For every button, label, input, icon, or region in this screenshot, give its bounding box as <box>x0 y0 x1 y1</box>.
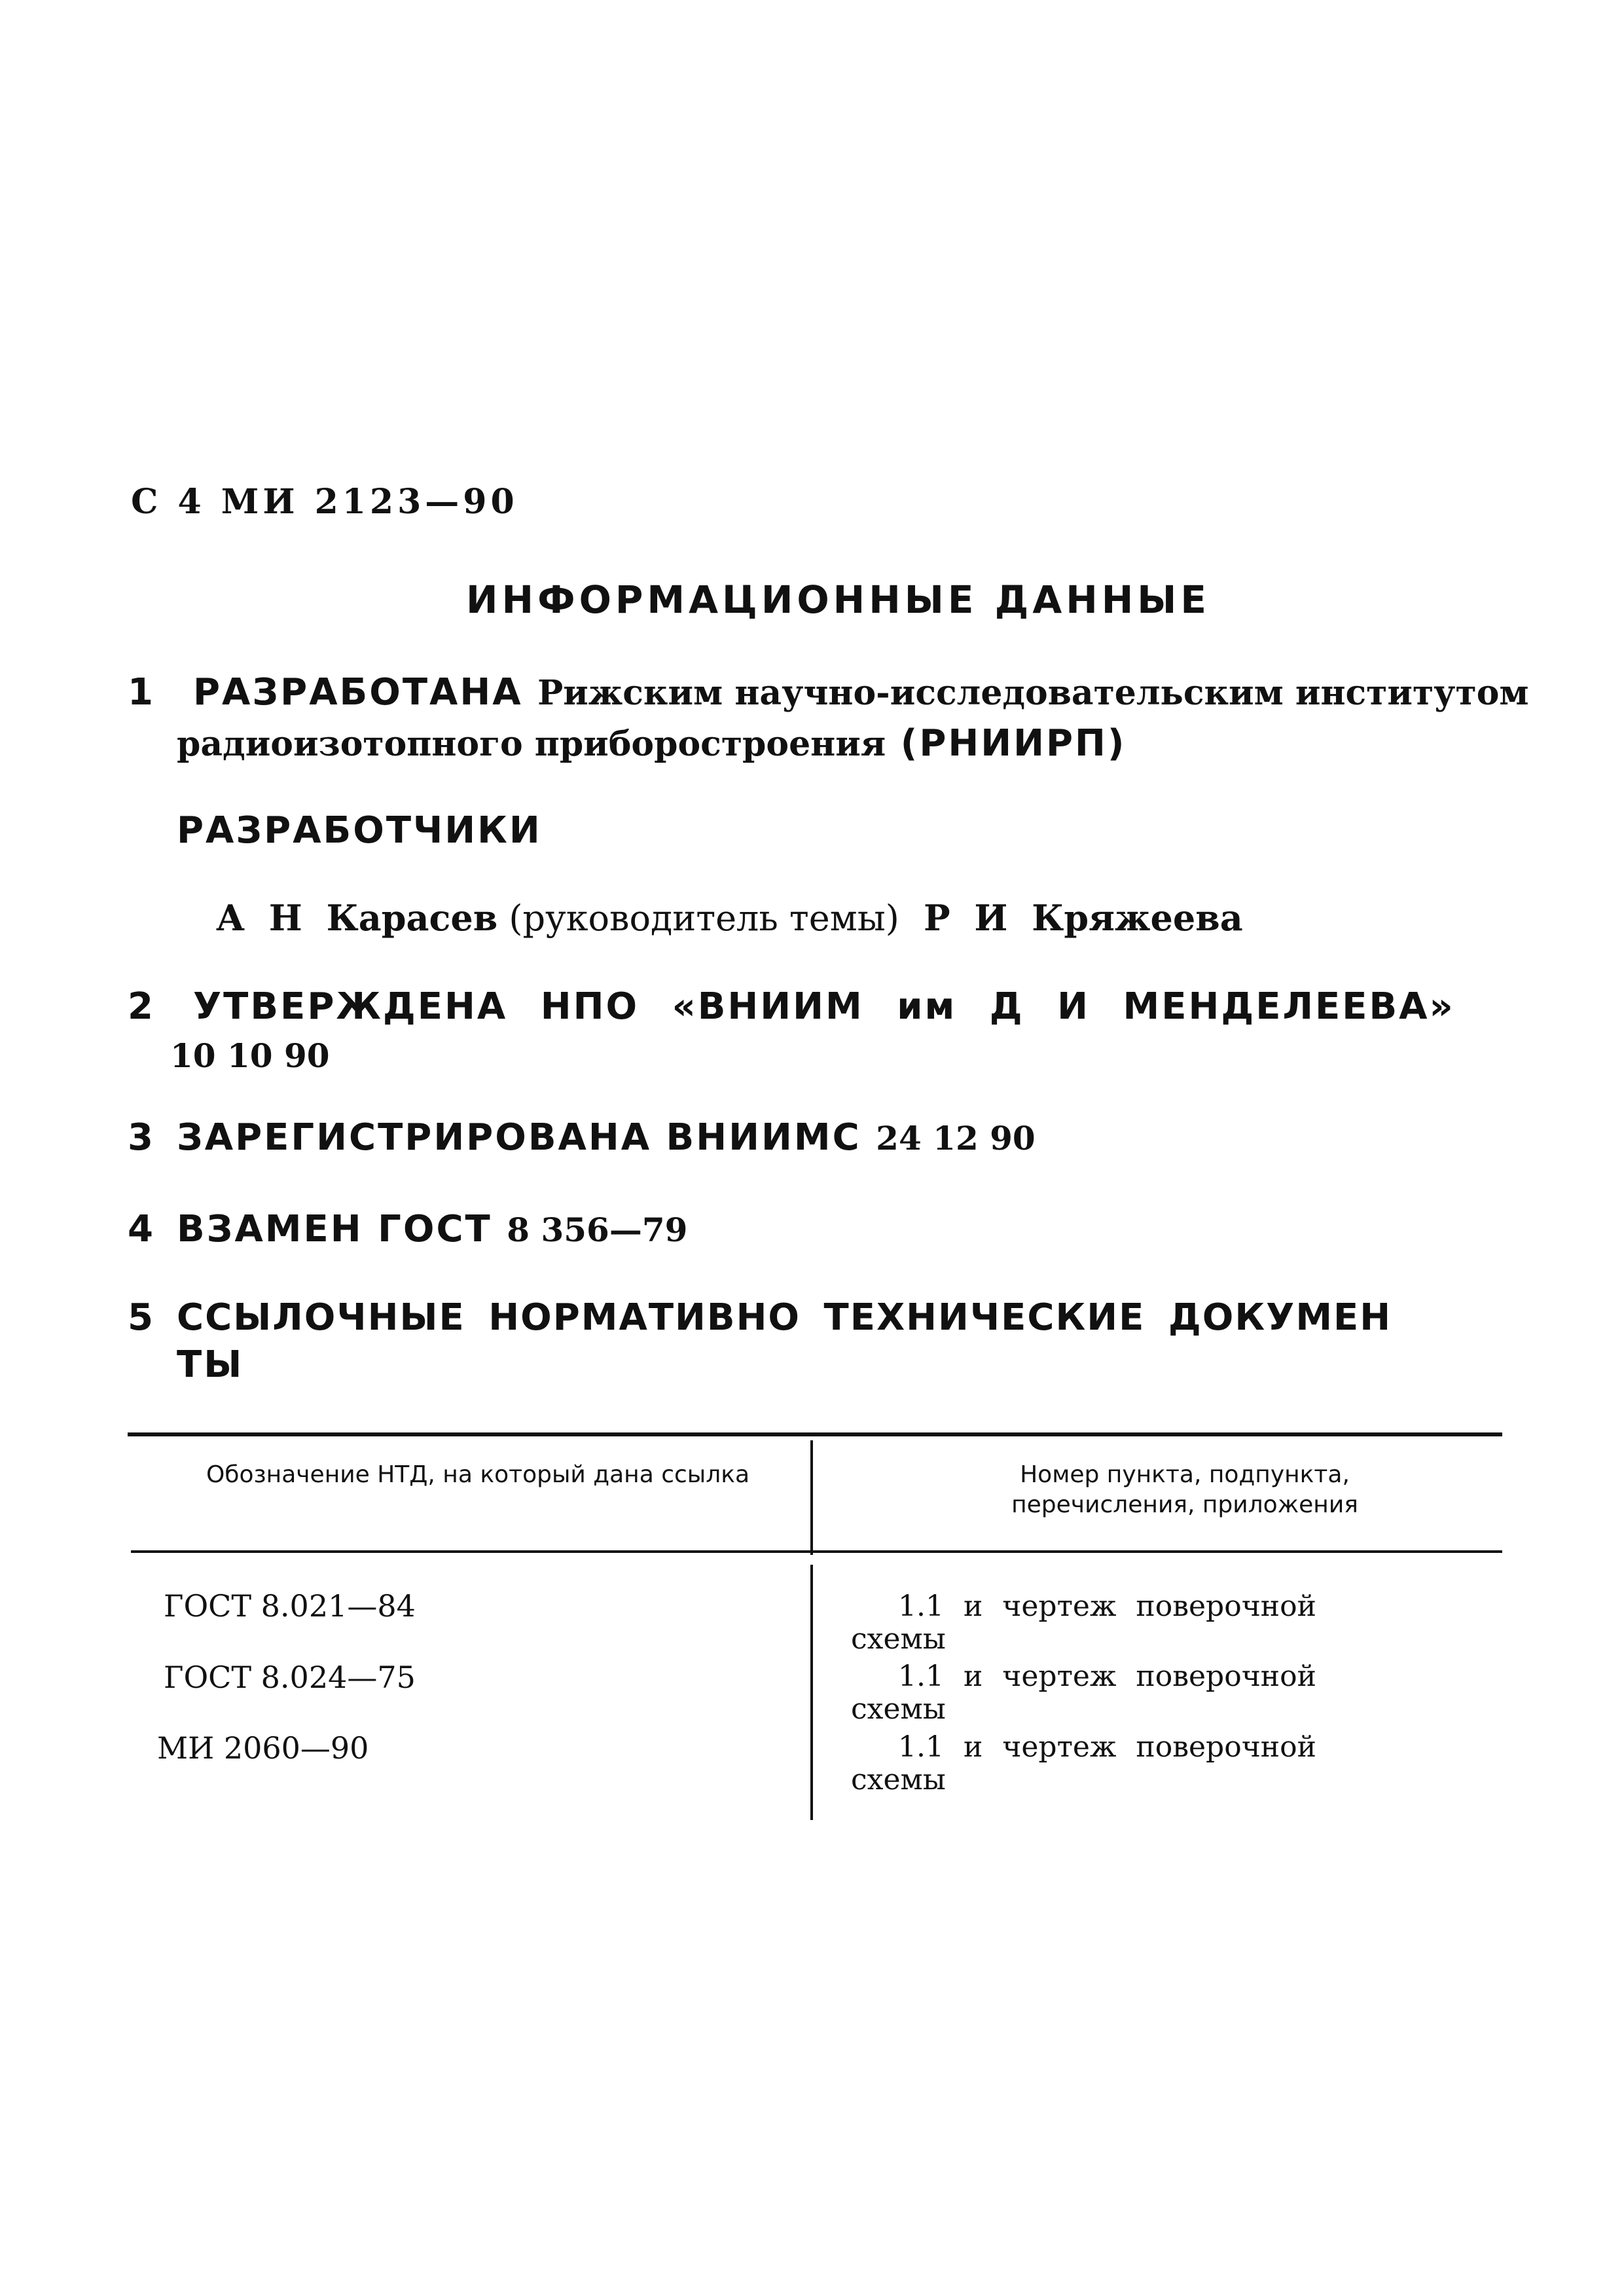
table-row-ref: 1.1 и чертеж поверочной <box>898 1590 1316 1623</box>
item-text: УТВЕРЖДЕНА НПО «ВНИИМ им Д И МЕНДЕЛЕЕВА» <box>193 985 1455 1028</box>
developer-name: А Н Карасев <box>216 897 498 939</box>
item-text: ВЗАМЕН ГОСТ <box>177 1208 492 1250</box>
item-number: 5 <box>128 1296 155 1339</box>
item-ref: 8 356—79 <box>507 1211 688 1249</box>
item-date: 24 12 90 <box>876 1119 1036 1157</box>
table-header-clause: Номер пункта, подпункта, перечисления, приложения <box>1011 1461 1358 1518</box>
table-row-doc: ГОСТ 8.021—84 <box>164 1588 416 1624</box>
section-title: ИНФОРМАЦИОННЫЕ ДАННЫЕ <box>466 577 1211 622</box>
table-row-ref-continued: схемы <box>851 1763 946 1796</box>
item-number: 4 <box>128 1208 155 1250</box>
item-text: ССЫЛОЧНЫЕ НОРМАТИВНО ТЕХНИЧЕСКИЕ ДОКУМЕН <box>177 1296 1392 1339</box>
item-3 <box>128 1116 1535 1162</box>
item-date: 10 10 90 <box>170 1036 330 1075</box>
item-text-continued: радиоизотопного приборостроения <box>177 724 886 764</box>
item-number: 2 <box>128 985 155 1028</box>
table-row-ref-continued: схемы <box>851 1692 946 1726</box>
page-header: С 4 МИ 2123—90 <box>131 482 518 522</box>
table-header-designation: Обозначение НТД, на который дана ссылка <box>206 1461 750 1488</box>
table-column-divider <box>810 1565 813 1820</box>
developer-name: Р И Кряжеева <box>923 897 1243 939</box>
item-2 <box>128 985 1535 1084</box>
table-row-ref: 1.1 и чертеж поверочной <box>898 1660 1316 1693</box>
table-header-rule <box>131 1550 1502 1553</box>
item-number: 3 <box>128 1116 155 1159</box>
table-row-doc: МИ 2060—90 <box>157 1730 369 1766</box>
item-text: ЗАРЕГИСТРИРОВАНА ВНИИМС <box>177 1116 861 1159</box>
table-row-doc: ГОСТ 8.024—75 <box>164 1660 416 1695</box>
item-abbreviation: (РНИИРП) <box>900 722 1127 765</box>
developers-list <box>216 897 1243 939</box>
item-4 <box>128 1208 1535 1254</box>
table-row-ref: 1.1 и чертеж поверочной <box>898 1730 1316 1764</box>
item-number: 1 <box>128 671 155 714</box>
item-5 <box>128 1296 1535 1394</box>
item-heading: РАЗРАБОТАНА <box>193 671 523 714</box>
table-row-ref-continued: схемы <box>851 1622 946 1656</box>
table-top-rule <box>128 1432 1502 1436</box>
item-1 <box>128 671 1535 763</box>
item-text-continued: ТЫ <box>177 1343 244 1386</box>
developer-role: (руководитель темы) <box>509 898 899 939</box>
item-text: Рижским научно-исследовательским институтом <box>537 673 1529 713</box>
developers-heading: РАЗРАБОТЧИКИ <box>177 809 542 852</box>
table-column-divider <box>810 1440 813 1555</box>
